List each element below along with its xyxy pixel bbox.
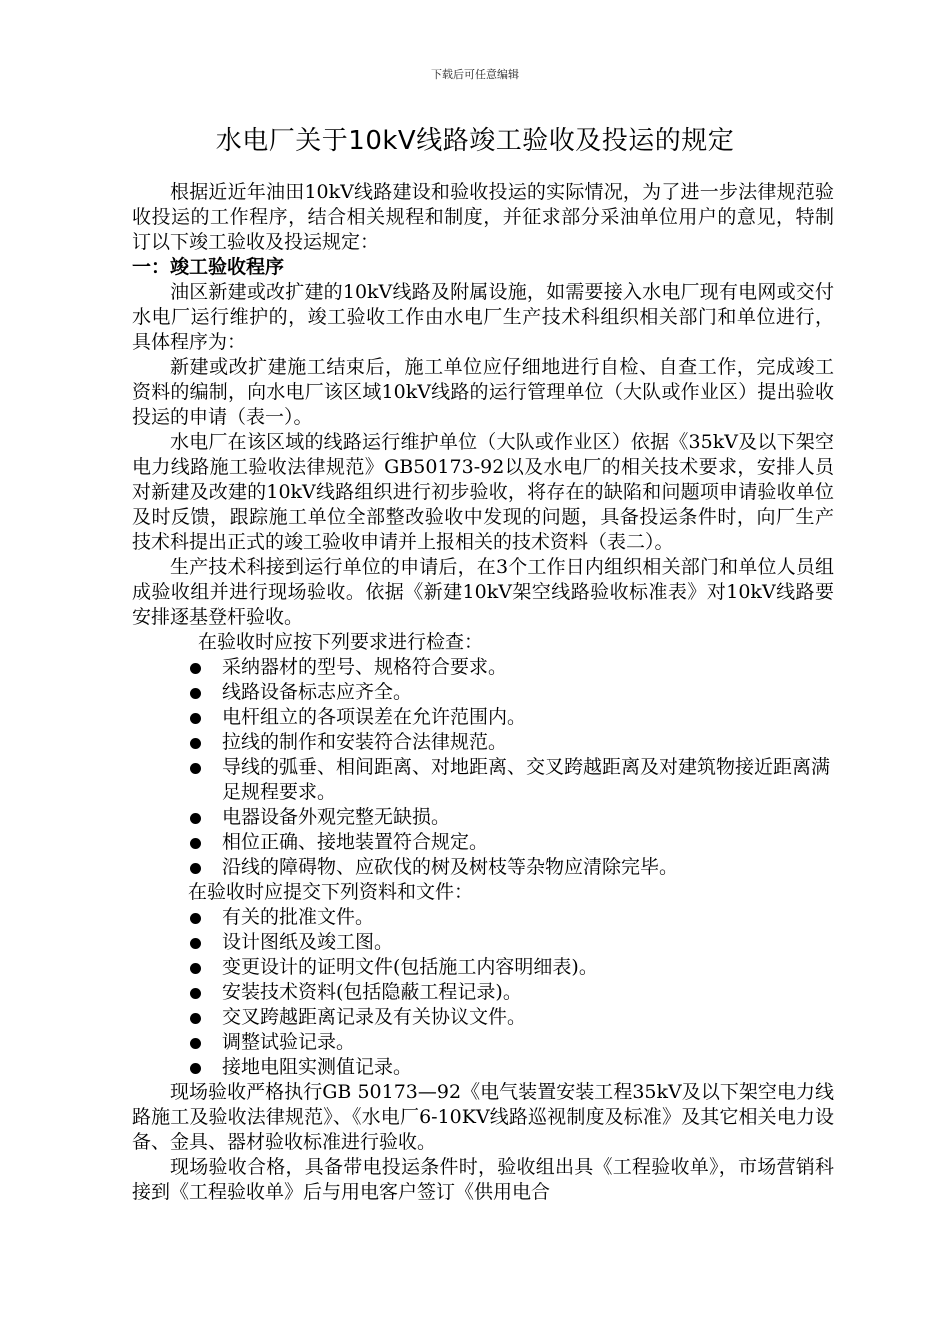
list-item	[132, 1030, 834, 1055]
list-item	[132, 855, 834, 880]
list-item	[132, 655, 834, 680]
bullet-icon	[190, 738, 201, 749]
list-item-text: 交叉跨越距离记录及有关协议文件。	[222, 1006, 527, 1028]
list-item-text: 线路设备标志应齐全。	[222, 681, 413, 703]
checks-intro: 在验收时应按下列要求进行检查：	[198, 631, 484, 653]
bullet-icon	[190, 1013, 201, 1024]
bullet-icon	[190, 938, 201, 949]
bullet-icon	[190, 763, 201, 774]
paragraph: 生产技术科接到运行单位的申请后，在3个工作日内组织相关部门和单位人员组成验收组并进行现场验收。依据《新建10kV架空线路验收标准表》对10kV线路要安排逐基登杆验收。	[132, 556, 834, 628]
list-item	[132, 1005, 834, 1030]
bullet-icon	[190, 663, 201, 674]
checks-list	[132, 655, 834, 880]
list-item-text: 安装技术资料(包括隐蔽工程记录)。	[222, 981, 522, 1003]
list-item	[132, 830, 834, 855]
paragraph: 油区新建或改扩建的10kV线路及附属设施，如需要接入水电厂现有电网或交付水电厂运行维护的，竣工验收工作由水电厂生产技术科组织相关部门和单位进行，具体程序为：	[132, 281, 834, 353]
page-header-note: 下载后可任意编辑	[431, 68, 519, 81]
paragraph: 水电厂在该区域的线路运行维护单位（大队或作业区）依据《35kV及以下架空电力线路施工验收法律规范》GB50173-92以及水电厂的相关技术要求，安排人员对新建及改建的10kV线路组织进行初步验收，将存在的缺陷和问题项申请验收单位及时反馈，跟踪施工单位全部整改验收中发现的问题，具备投运条件时，向厂生产技术科提出正式的竣工验收申请并上报相关的技术资料（表二）。	[132, 431, 834, 553]
bullet-icon	[190, 838, 201, 849]
docs-list	[132, 905, 834, 1080]
list-item-text: 有关的批准文件。	[222, 906, 375, 928]
list-item	[132, 930, 834, 955]
list-item-text: 导线的弧垂、相间距离、对地距离、交叉跨越距离及对建筑物接近距离满足规程要求。	[222, 756, 831, 803]
list-item-text: 接地电阻实测值记录。	[222, 1056, 413, 1078]
list-item-text: 沿线的障碍物、应砍伐的树及树枝等杂物应清除完毕。	[222, 856, 679, 878]
list-item	[132, 755, 834, 805]
paragraph: 现场验收合格，具备带电投运条件时，验收组出具《工程验收单》，市场营销科接到《工程验收单》后与用电客户签订《供用电合	[132, 1156, 834, 1203]
list-item	[132, 905, 834, 930]
list-item-text: 拉线的制作和安装符合法律规范。	[222, 731, 508, 753]
bullet-icon	[190, 863, 201, 874]
bullet-icon	[190, 1038, 201, 1049]
list-item	[132, 730, 834, 755]
list-item-text: 相位正确、接地装置符合规定。	[222, 831, 489, 853]
list-item	[132, 980, 834, 1005]
bullet-icon	[190, 813, 201, 824]
bullet-icon	[190, 963, 201, 974]
paragraph: 新建或改扩建施工结束后，施工单位应仔细地进行自检、自查工作，完成竣工资料的编制，向水电厂该区域10kV线路的运行管理单位（大队或作业区）提出验收投运的申请（表一）。	[132, 356, 834, 428]
bullet-icon	[190, 913, 201, 924]
list-item-text: 调整试验记录。	[222, 1031, 356, 1053]
bullet-icon	[190, 688, 201, 699]
list-item-text: 设计图纸及竣工图。	[222, 931, 394, 953]
bullet-icon	[190, 1063, 201, 1074]
list-item-text: 电杆组立的各项误差在允许范围内。	[222, 706, 527, 728]
document-body	[132, 180, 834, 1205]
list-item	[132, 1055, 834, 1080]
list-item	[132, 705, 834, 730]
list-item	[132, 805, 834, 830]
docs-intro: 在验收时应提交下列资料和文件：	[188, 881, 474, 903]
paragraph: 现场验收严格执行GB 50173—92《电气装置安装工程35kV及以下架空电力线路施工及验收法律规范》、《水电厂6-10KV线路巡视制度及标准》及其它相关电力设备、金具、器材验收标准进行验收。	[132, 1081, 834, 1153]
list-item	[132, 680, 834, 705]
list-item-text: 采纳器材的型号、规格符合要求。	[222, 656, 508, 678]
list-item	[132, 955, 834, 980]
paragraph-intro: 根据近近年油田10kV线路建设和验收投运的实际情况，为了进一步法律规范验收投运的工作程序，结合相关规程和制度，并征求部分采油单位用户的意见，特制订以下竣工验收及投运规定：	[132, 181, 834, 253]
document-title: 水电厂关于10kV线路竣工验收及投运的规定	[215, 126, 735, 156]
list-item-text: 电器设备外观完整无缺损。	[222, 806, 451, 828]
section-heading: 一：竣工验收程序	[132, 256, 285, 278]
bullet-icon	[190, 988, 201, 999]
bullet-icon	[190, 713, 201, 724]
list-item-text: 变更设计的证明文件(包括施工内容明细表)。	[222, 956, 598, 978]
